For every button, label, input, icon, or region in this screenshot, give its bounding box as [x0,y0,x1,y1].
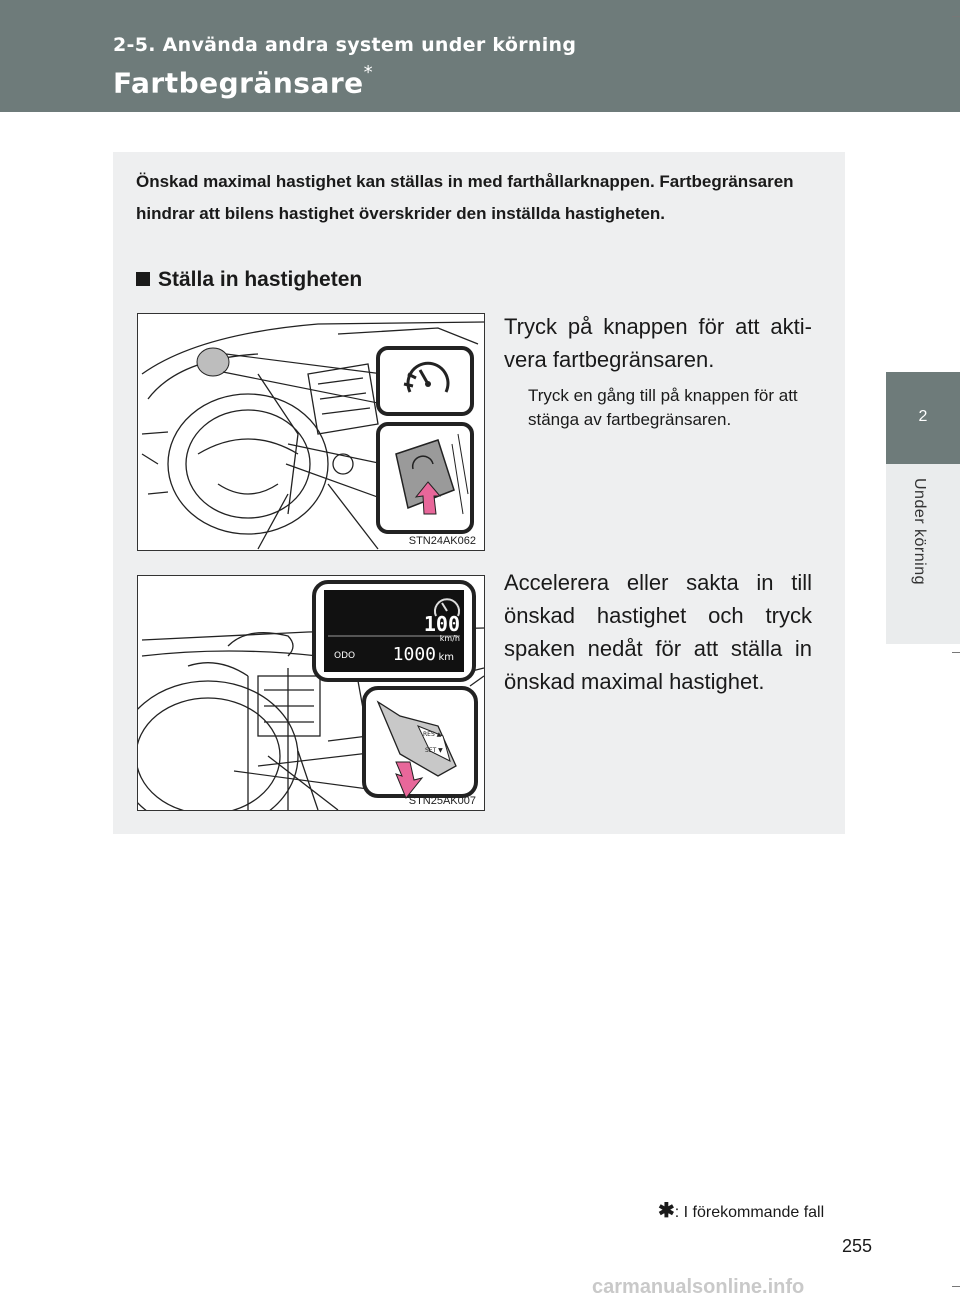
footnote-text: : I förekommande fall [674,1204,825,1221]
footnote-mark: ✱ [658,1200,675,1222]
page-title-text: Fartbegränsare [113,66,364,100]
figure-code: STN25AK007 [408,795,476,807]
display-speed-unit: km/h [439,634,460,643]
dashboard-illustration-icon [138,314,484,550]
display-odo-label: ODO [334,651,356,661]
subheading-text: Ställa in hastigheten [158,268,363,291]
figure-code: STN24AK062 [408,535,476,547]
crop-mark [952,1286,960,1287]
section-title: 2-5. Använda andra system under körning [113,34,577,56]
display-odo-value: 1000 [392,644,436,665]
display-speed: 100 [423,612,460,636]
title-footnote-mark: * [363,62,374,83]
figure-lever-set-speed [137,575,485,811]
footnote [658,1198,824,1223]
chapter-tab [886,372,960,464]
page-number: 255 [842,1236,873,1256]
lever-illustration-icon [138,576,484,810]
chapter-label-strip [886,464,960,644]
figure-steering-wheel-button [137,313,485,551]
display-odo-unit: km [438,652,454,663]
intro-text: Önskad maximal hastighet kan ställas in med farthållarknappen. Fartbegränsaren hindrar att bilens hastighet överskrider den inställda hastigheten. [136,172,794,223]
chapter-label: Under körning [911,478,928,585]
crop-mark [952,16,960,17]
crop-mark [952,652,960,653]
step-note-deactivate: Tryck en gång till på knappen för att stänga av fartbegränsaren. [528,386,798,429]
svg-text:SET ▼: SET ▼ [425,747,443,754]
step-text-set-speed: Accelerera eller sakta in till önskad hastighet och tryck spaken nedåt för att ställa in önskad maximal hastighet. [504,570,812,694]
svg-text:RES ▲: RES ▲ [423,731,442,738]
subheading [136,268,362,292]
step-text-activate: Tryck på knappen för att akti-vera fartbegränsaren. [504,314,812,372]
square-bullet-icon [136,272,150,286]
page-header [0,0,960,112]
chapter-number: 2 [918,408,928,425]
page-title [113,62,374,100]
watermark: carmanualsonline.info [592,1276,805,1298]
content-panel [113,152,845,834]
